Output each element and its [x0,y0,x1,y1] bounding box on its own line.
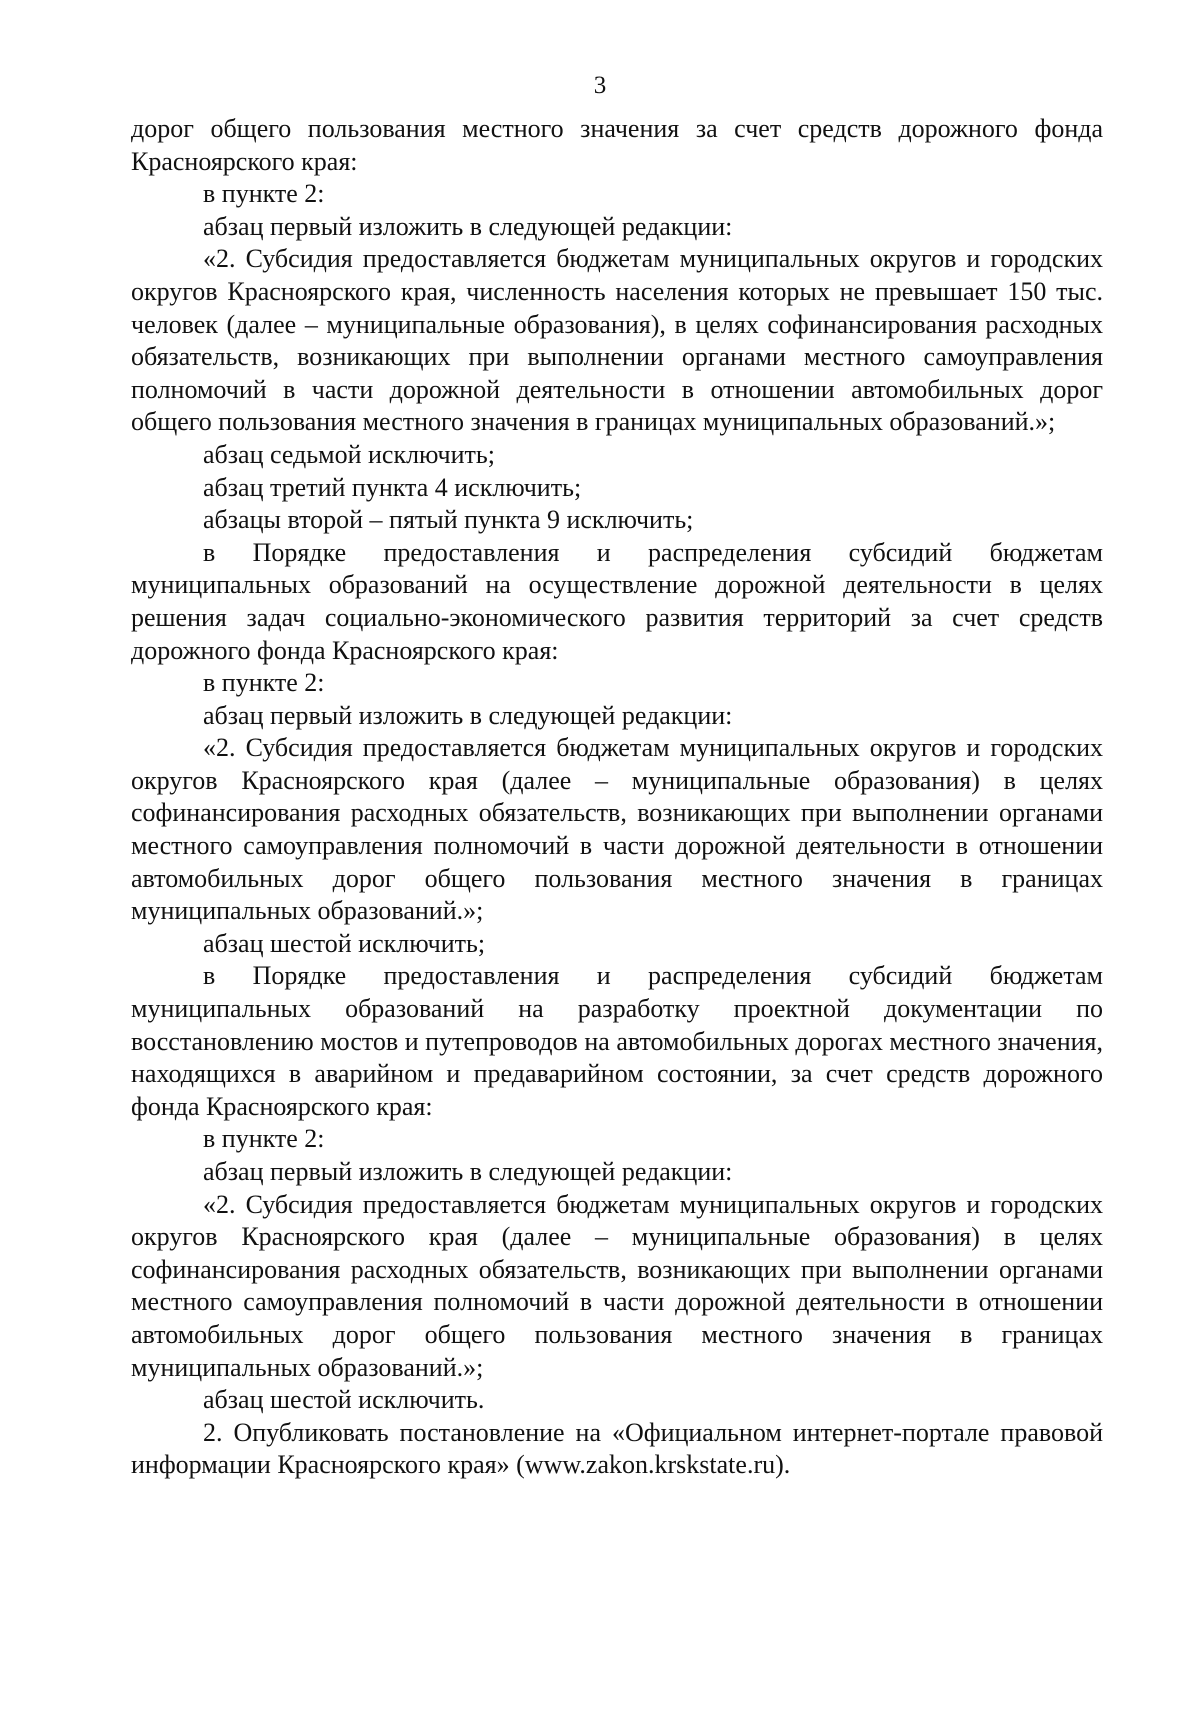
paragraph-quoted-amendment: «2. Субсидия предоставляется бюджетам муниципальных округов и городских округов Красноярского края, численность населения которых не превышает 150 тыс. человек (далее – муниципальные образования), в целях софинансирования расходных обязательств, возникающих при выполнении органами местного самоуправления полномочий в части дорожной деятельности в отношении автомобильных дорог общего пользования местного значения в границах муниципальных образований.»; [131,244,1103,437]
page-number: 3 [593,72,607,99]
paragraph-publication-clause: 2. Опубликовать постановление на «Официальном интернет-портале правовой информации Красноярского края» (www.zakon.krskstate.ru). [131,1417,1103,1480]
paragraph-quoted-amendment: «2. Субсидия предоставляется бюджетам муниципальных округов и городских округов Красноярского края (далее – муниципальные образования) в целях софинансирования расходных обязательств, возникающих при выполнении органами местного самоуправления полномочий в части дорожной деятельности в отношении автомобильных дорог общего пользования местного значения в границах муниципальных образований.»; [131,733,1103,926]
paragraph-instruction: абзац шестой исключить; [203,928,486,958]
paragraph-subitem: в пункте 2: [203,1124,325,1154]
paragraph-instruction: абзацы второй – пятый пункта 9 исключить; [203,505,694,535]
paragraph-order-reference: в Порядке предоставления и распределения субсидий бюджетам муниципальных образований на осуществление дорожной деятельности в целях решения задач социально-экономического развития территорий за счет средств дорожного фонда Красноярского края: [131,537,1103,665]
paragraph-instruction: абзац седьмой исключить; [203,439,495,469]
paragraph-quoted-amendment: «2. Субсидия предоставляется бюджетам муниципальных округов и городских округов Красноярского края (далее – муниципальные образования) в целях софинансирования расходных обязательств, возникающих при выполнении органами местного самоуправления полномочий в части дорожной деятельности в отношении автомобильных дорог общего пользования местного значения в границах муниципальных образований.»; [131,1189,1103,1382]
paragraph-subitem: в пункте 2: [203,668,325,698]
paragraph-instruction: абзац шестой исключить. [203,1385,485,1415]
paragraph-order-reference: в Порядке предоставления и распределения субсидий бюджетам муниципальных образований на разработку проектной документации по восстановлению мостов и путепроводов на автомобильных дорогах местного значения, находящихся в аварийном и предаварийном состоянии, за счет средств дорожного фонда Красноярского края: [131,961,1103,1121]
paragraph-instruction: абзац третий пункта 4 исключить; [203,472,582,502]
paragraph-continuation: дорог общего пользования местного значения за счет средств дорожного фонда Красноярского края: [131,114,1103,176]
paragraph-instruction: абзац первый изложить в следующей редакции: [203,211,733,241]
document-body [131,113,1103,1482]
paragraph-subitem: в пункте 2: [203,179,325,209]
paragraph-instruction: абзац первый изложить в следующей редакции: [203,700,733,730]
paragraph-instruction: абзац первый изложить в следующей редакции: [203,1157,733,1186]
